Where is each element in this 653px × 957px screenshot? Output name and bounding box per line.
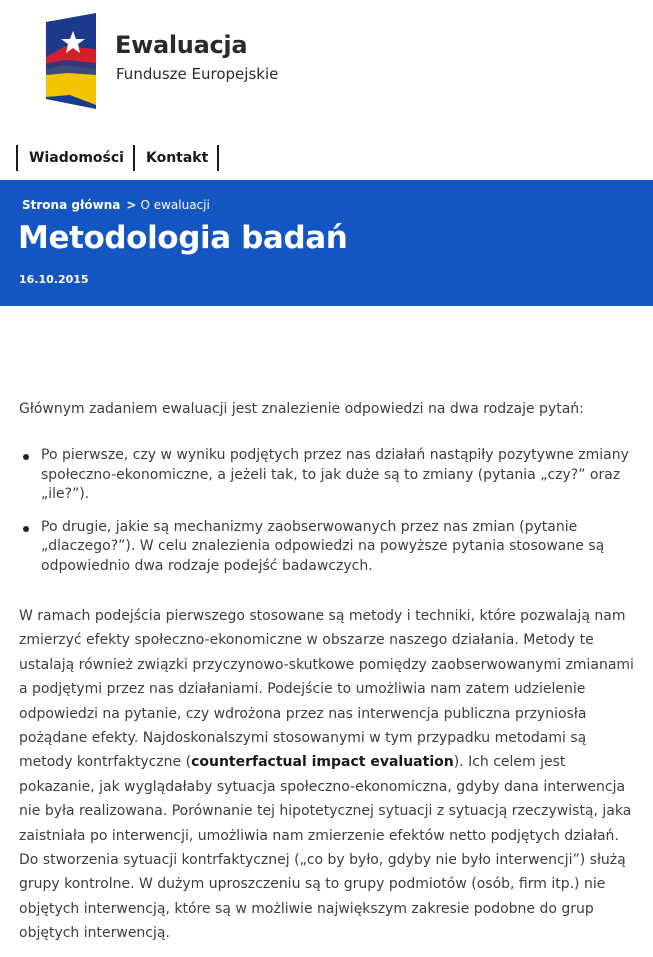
question-list — [19, 446, 634, 576]
page-banner — [0, 180, 653, 306]
list-item — [19, 518, 634, 577]
bullet-icon — [23, 526, 29, 532]
site-header — [0, 0, 653, 180]
breadcrumb-separator: > — [126, 198, 137, 212]
bullet-icon — [23, 454, 29, 460]
article-paragraph — [19, 604, 634, 946]
site-title[interactable]: Ewaluacja — [115, 31, 248, 59]
list-item-text: Po drugie, jakie są mechanizmy zaobserwowanych przez nas zmian (pytanie „dlaczego?”). W celu znalezienia odpowiedzi na powyższe pytania stosowane są odpowiednio dwa rodzaje podejść badawczych. — [41, 518, 605, 574]
list-item — [19, 446, 634, 505]
breadcrumb-current-link[interactable]: O ewaluacji — [140, 198, 210, 212]
main-nav — [16, 145, 219, 171]
paragraph-text-end: ). Ich celem jest pokazanie, jak wyglądałaby sytuacja społeczno-ekonomiczna, gdyby dana interwencja nie była realizowana. Porównanie tej hipotetycznej sytuacji z sytuacją rzeczywistą, jaka zaistniała po interwencji, umożliwia nam zmierzenie efektów netto podjętych działań. Do stworzenia sytuacji kontrfaktycznej („co by było, gdyby nie było interwencji”) służą grupy kontrolne. W dużym uproszczeniu są to grupy podmiotów (osób, firm itp.) nie objętych interwencją, które są w możliwie największym zakresie podobne do grup objętych interwencją. — [19, 754, 632, 942]
breadcrumb-home-link[interactable]: Strona główna — [22, 198, 121, 212]
nav-item-kontakt[interactable]: Kontakt — [133, 145, 219, 171]
publish-date: 16.10.2015 — [19, 273, 89, 286]
breadcrumb — [22, 198, 210, 212]
fundusze-europejskie-logo-icon[interactable] — [46, 13, 96, 109]
site-subtitle: Fundusze Europejskie — [116, 65, 279, 83]
page-title: Metodologia badań — [18, 220, 348, 256]
article-intro: Głównym zadaniem ewaluacji jest znalezienie odpowiedzi na dwa rodzaje pytań: — [19, 401, 584, 417]
paragraph-emphasis: counterfactual impact evaluation — [191, 754, 454, 771]
article-content — [19, 398, 634, 946]
paragraph-text-start: W ramach podejścia pierwszego stosowane są metody i techniki, które pozwalają nam zmierzyć efekty społeczno-ekonomiczne w obszarze naszego działania. Metody te ustalają również związki przyczynowo-skutkowe pomiędzy zaobserwowanymi zmianami a podjętymi przez nas działaniami. Podejście to umożliwia nam zatem udzielenie odpowiedzi na pytanie, czy wdrożona przez nas interwencja publiczna przyniosła pożądane efekty. Najdoskonalszymi stosowanymi w tym przypadku metodami są metody kontrfaktyczne ( — [19, 608, 634, 771]
nav-item-wiadomosci[interactable]: Wiadomości — [16, 145, 133, 171]
list-item-text: Po pierwsze, czy w wyniku podjętych przez nas działań nastąpiły pozytywne zmiany społeczno-ekonomiczne, a jeżeli tak, to jak duże są to zmiany (pytania „czy?” oraz „ile?”). — [41, 447, 629, 502]
